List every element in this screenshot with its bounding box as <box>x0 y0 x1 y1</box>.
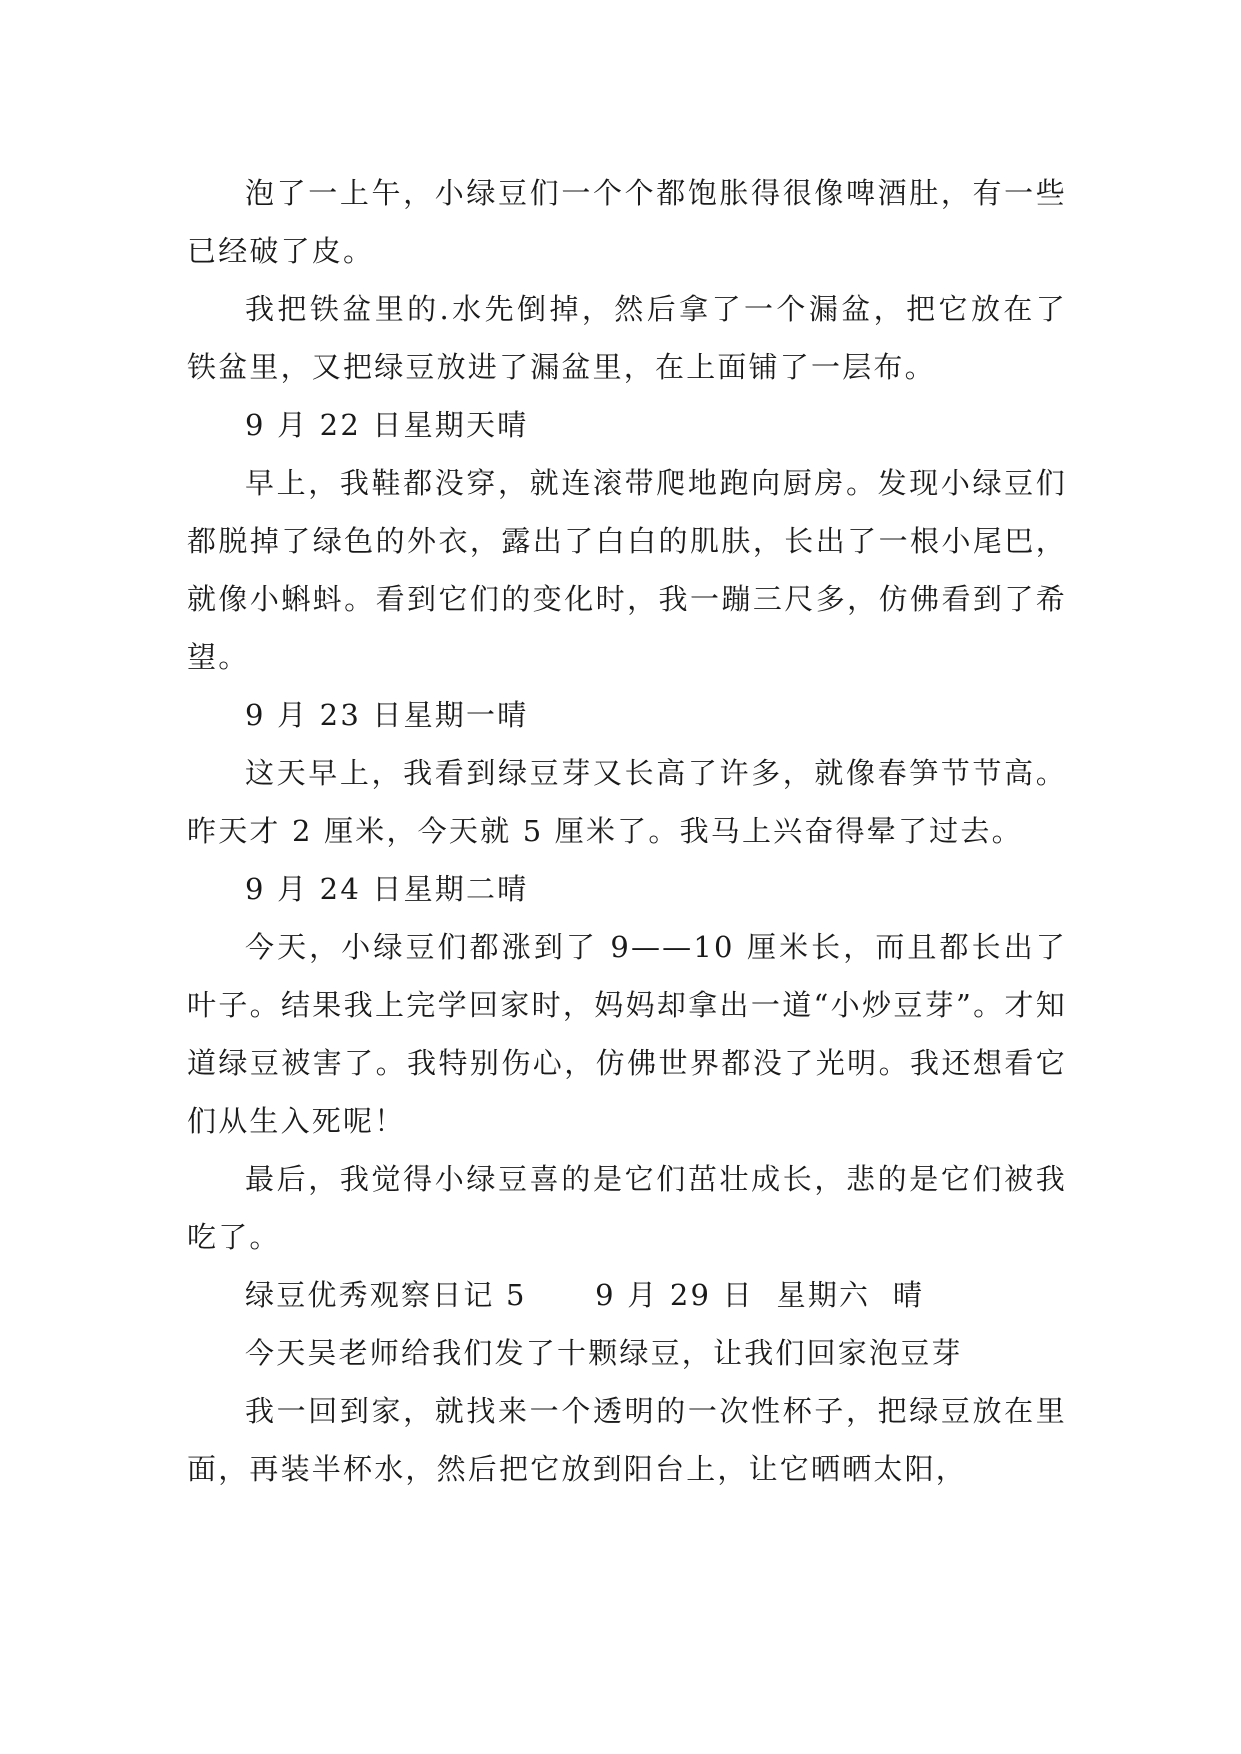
diary-5-heading: 绿豆优秀观察日记 5 9 月 29 日 星期六 晴 <box>245 1278 925 1312</box>
paragraph-soaking: 泡了一上午，小绿豆们一个个都饱胀得很像啤酒肚，有一些已经破了皮。 <box>187 176 1067 268</box>
document-body <box>187 164 1067 1498</box>
date-heading-sep-23: 9 月 23 日星期一晴 <box>245 698 529 732</box>
paragraph-conclusion: 最后，我觉得小绿豆喜的是它们茁壮成长，悲的是它们被我吃了。 <box>187 1162 1067 1254</box>
paragraph-sep-23: 这天早上，我看到绿豆芽又长高了许多，就像春笋节节高。昨天才 2 厘米，今天就 5 厘米了。我马上兴奋得晕了过去。 <box>187 756 1067 848</box>
paragraph-sep-22: 早上，我鞋都没穿，就连滚带爬地跑向厨房。发现小绿豆们都脱掉了绿色的外衣，露出了白白的肌肤，长出了一根小尾巴，就像小蝌蚪。看到它们的变化时，我一蹦三尺多，仿佛看到了希望。 <box>187 466 1067 674</box>
paragraph-sep-24: 今天，小绿豆们都涨到了 9——10 厘米长，而且都长出了叶子。结果我上完学回家时，妈妈却拿出一道“小炒豆芽”。才知道绿豆被害了。我特别伤心，仿佛世界都没了光明。我还想看它们从生入死呢！ <box>187 930 1067 1138</box>
date-heading-sep-24: 9 月 24 日星期二晴 <box>245 872 529 906</box>
paragraph-sep-29-cup: 我一回到家，就找来一个透明的一次性杯子，把绿豆放在里面，再装半杯水，然后把它放到阳台上，让它晒晒太阳， <box>187 1394 1067 1486</box>
paragraph-draining: 我把铁盆里的.水先倒掉，然后拿了一个漏盆，把它放在了铁盆里，又把绿豆放进了漏盆里，在上面铺了一层布。 <box>187 292 1067 384</box>
date-heading-sep-22: 9 月 22 日星期天晴 <box>245 408 529 442</box>
paragraph-sep-29-intro: 今天吴老师给我们发了十颗绿豆，让我们回家泡豆芽 <box>245 1336 963 1370</box>
